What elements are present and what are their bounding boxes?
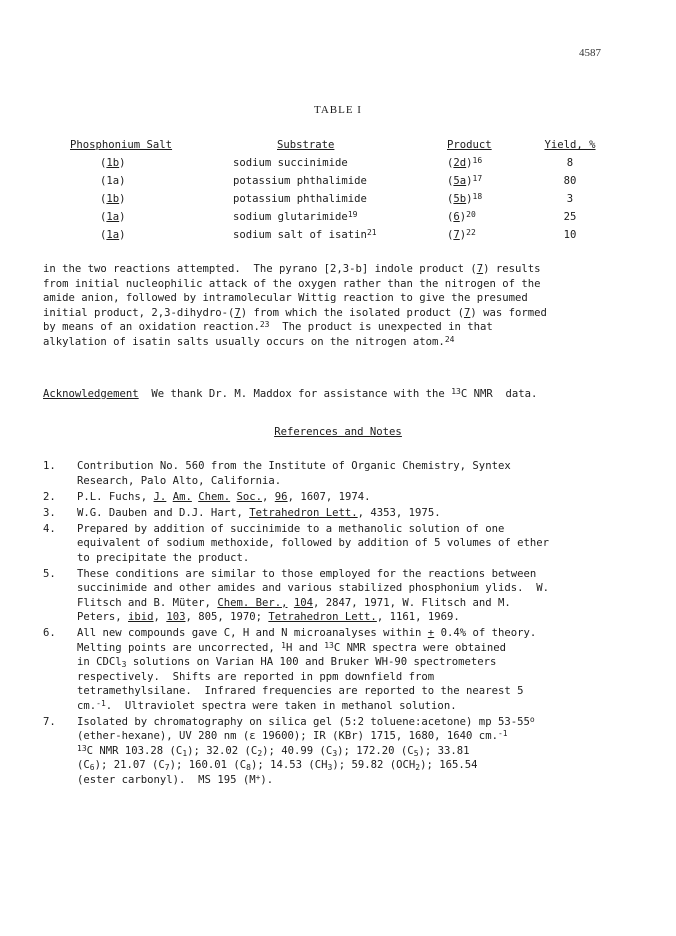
yield-cell: 80 bbox=[563, 175, 577, 187]
reference-number: 4. bbox=[43, 522, 56, 535]
yield-cell: 25 bbox=[563, 211, 577, 223]
product-cell: $(5b)^{18}$ bbox=[447, 192, 483, 205]
salt-cell: (1a) bbox=[100, 229, 126, 241]
yield-cell: 8 bbox=[566, 157, 574, 169]
table-header-row bbox=[60, 138, 620, 156]
substrate-cell: sodium salt of isatin$^{21}$ bbox=[233, 228, 377, 241]
salt-cell: (1a) bbox=[100, 211, 126, 223]
paragraph-line: by means of an oxidation reaction.$^{23}$ The product is unexpected in that bbox=[43, 320, 493, 333]
paragraph-line: from initial nucleophilic attack of the oxygen rather than the nitrogen of the bbox=[43, 277, 541, 290]
substrate-cell: sodium glutarimide$^{19}$ bbox=[233, 210, 358, 223]
substrate-cell: potassium phthalimide bbox=[233, 175, 367, 187]
reference-item: 6. All new compounds gave C, H and N microanalyses within + 0.4% of theory. Melting points are uncorrected, $^1$H and $^{13}$C NMR spectra were obtained in CDCl$_3$ solutions on Varian HA 100 and Bruker WH-90 spectrometers respectively. Shifts are reported in ppm downfield from tetramethylsilane. Infrared frequencies are reported to the nearest 5 cm.$^{-1}$. Ultraviolet spectra were taken in methanol solution. bbox=[43, 627, 537, 712]
paragraph-line: amide anion, followed by intramolecular Wittig reaction to give the presumed bbox=[43, 292, 528, 304]
table-row bbox=[60, 228, 620, 246]
reference-item: 4. Prepared by addition of succinimide to a methanolic solution of one equivalent of sodium methoxide, followed by addition of 5 volumes of ether to precipitate the product. bbox=[43, 522, 549, 564]
reference-number: 7. bbox=[43, 715, 56, 728]
reference-item: 2. P.L. Fuchs, J. Am. Chem. Soc., 96, 1607, 1974. bbox=[43, 490, 371, 503]
body-paragraph bbox=[43, 262, 643, 349]
reference-number: 5. bbox=[43, 567, 56, 580]
paragraph-line: in the two reactions attempted. The pyrano [2,3-b] indole product (7) results bbox=[43, 263, 541, 275]
reference-number: 6. bbox=[43, 627, 56, 639]
references-list bbox=[43, 459, 643, 787]
table-title: TABLE I bbox=[314, 104, 362, 116]
acknowledgement: Acknowledgement We thank Dr. M. Maddox for assistance with the $^{13}$C NMR data. bbox=[43, 387, 538, 400]
header-substrate: Substrate bbox=[277, 139, 335, 151]
product-cell: $(6)^{20}$ bbox=[447, 210, 476, 223]
reference-number: 1. bbox=[43, 460, 56, 472]
substrate-cell: sodium succinimide bbox=[233, 157, 348, 169]
references-heading: References and Notes bbox=[274, 426, 402, 438]
salt-cell: (1b) bbox=[100, 193, 126, 205]
yield-cell: 3 bbox=[566, 193, 574, 205]
paragraph-line: alkylation of isatin salts usually occurs on the nitrogen atom.$^{24}$ bbox=[43, 334, 455, 348]
salt-cell: (1a) bbox=[100, 175, 126, 187]
header-product: Product bbox=[447, 139, 492, 151]
table-row bbox=[60, 174, 620, 192]
reference-item: 1. Contribution No. 560 from the Institute of Organic Chemistry, Syntex Research, Palo Alto, California. bbox=[43, 460, 511, 487]
reference-item: 3. W.G. Dauben and D.J. Hart, Tetrahedron Lett., 4353, 1975. bbox=[43, 506, 441, 519]
table-row bbox=[60, 210, 620, 228]
reference-number: 3. bbox=[43, 506, 56, 519]
paragraph-line: initial product, 2,3-dihydro-(7) from which the isolated product (7) was formed bbox=[43, 306, 547, 319]
page-number: 4587 bbox=[579, 47, 601, 59]
reference-number: 2. bbox=[43, 490, 56, 503]
product-cell: $(7)^{22}$ bbox=[447, 228, 476, 241]
product-cell: $(5a)^{17}$ bbox=[447, 174, 483, 187]
yield-cell: 10 bbox=[563, 229, 577, 241]
table-row bbox=[60, 192, 620, 210]
substrate-cell: potassium phthalimide bbox=[233, 193, 367, 205]
results-table bbox=[60, 138, 620, 246]
salt-cell: (1b) bbox=[100, 157, 126, 169]
acknowledgement-label: Acknowledgement bbox=[43, 388, 139, 400]
table-row bbox=[60, 156, 620, 174]
reference-item: 5. These conditions are similar to those employed for the reactions between succinimide and other amides and various stabilized phosphonium ylids. W. Flitsch and B. Müter, Chem. Ber., 104, 2847, 1971, W. Flitsch and M. Peters, ibid, 103, 805, 1970; Tetrahedron Lett., 1161, 1969. bbox=[43, 567, 549, 623]
header-yield: Yield, % bbox=[544, 139, 596, 151]
product-cell: $(2d)^{16}$ bbox=[447, 156, 483, 169]
header-phosphonium-salt: Phosphonium Salt bbox=[70, 139, 173, 151]
reference-item: 7. Isolated by chromatography on silica gel (5:2 toluene:acetone) mp 53-55$^o$ (ether-hexane), UV 280 nm (ε 19600); IR (KBr) 1715, 1680, 1640 cm.$^{-1}$ $^{13}$C NMR 103.28 $(C_1)$; 32.02 $(C_2)$; 40.99 $(C_3)$; 172.20 $(C_5)$; 33.81 $(C_6)$; 21.07 $(C_7)$; 160.01 $(C_8)$; 14.53 $(CH_3)$; 59.82 $(OCH_2)$; 165.54 (ester carbonyl). MS 195 (M+). bbox=[43, 714, 535, 786]
